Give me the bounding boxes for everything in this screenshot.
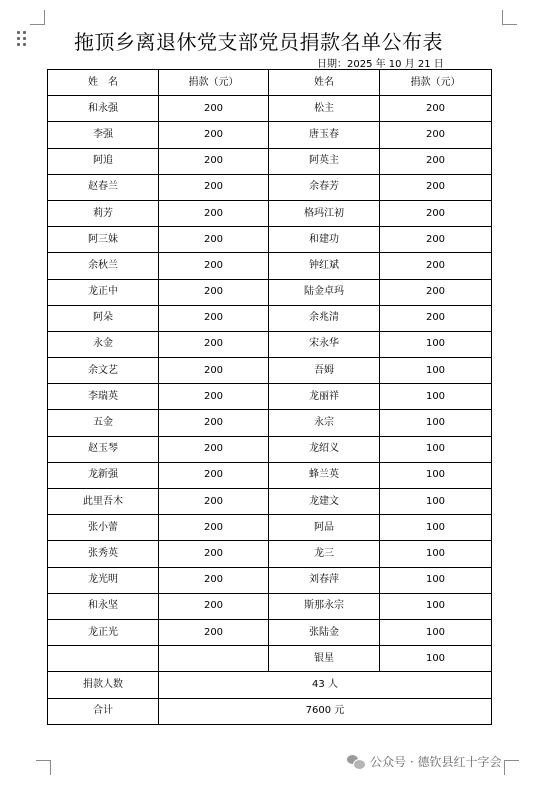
- donor-name: 余春芳: [269, 174, 380, 200]
- donor-name: 赵春兰: [48, 174, 159, 200]
- page-corner-mark-top-left: [30, 10, 45, 25]
- donor-name: 唐玉春: [269, 122, 380, 148]
- donor-amount: 200: [380, 305, 492, 331]
- donor-amount: 200: [159, 227, 269, 253]
- document-date: 日期：2025 年 10 月 21 日: [317, 59, 444, 70]
- donor-amount: 200: [380, 122, 492, 148]
- donor-amount: 200: [159, 305, 269, 331]
- table-row: [48, 279, 492, 305]
- donor-name: 龙新强: [48, 462, 159, 488]
- donor-count-value: 43 人: [159, 672, 492, 698]
- donor-name: 赵玉琴: [48, 436, 159, 462]
- donor-name: 和建功: [269, 227, 380, 253]
- header-amount-2: 捐款（元）: [380, 70, 492, 96]
- document-title: 拖顶乡离退休党支部党员捐款名单公布表: [74, 30, 443, 54]
- donor-amount: 200: [159, 462, 269, 488]
- page-corner-mark-bottom-right: [504, 760, 519, 775]
- total-row: [48, 698, 492, 724]
- table-row: [48, 593, 492, 619]
- donor-name: 李强: [48, 122, 159, 148]
- donor-name: 余兆清: [269, 305, 380, 331]
- table-row: [48, 410, 492, 436]
- donor-name: 张秀英: [48, 541, 159, 567]
- donor-name: 和永强: [48, 96, 159, 122]
- watermark: [347, 753, 501, 770]
- table-row: [48, 619, 492, 645]
- donor-amount: 100: [380, 567, 492, 593]
- donor-amount: 100: [380, 410, 492, 436]
- table-row: [48, 200, 492, 226]
- donor-name: 五金: [48, 410, 159, 436]
- donor-amount: 200: [380, 253, 492, 279]
- page-corner-mark-bottom-left: [36, 760, 51, 775]
- donor-amount: 200: [380, 200, 492, 226]
- donor-name: 阿三妹: [48, 227, 159, 253]
- donor-amount: 100: [380, 331, 492, 357]
- donor-amount: 100: [380, 515, 492, 541]
- donor-amount: 100: [380, 489, 492, 515]
- donor-name: 余文艺: [48, 358, 159, 384]
- donor-amount: 200: [159, 489, 269, 515]
- table-row: [48, 358, 492, 384]
- table-row: [48, 253, 492, 279]
- wechat-icon: [347, 755, 365, 769]
- donor-amount: 200: [159, 567, 269, 593]
- donor-amount: 200: [159, 122, 269, 148]
- donor-name: 陆金卓玛: [269, 279, 380, 305]
- donor-name: 格玛江初: [269, 200, 380, 226]
- donor-name: 阿追: [48, 148, 159, 174]
- donor-name: 龙正中: [48, 279, 159, 305]
- donor-amount: 100: [380, 593, 492, 619]
- donor-amount: 200: [159, 174, 269, 200]
- table-row: [48, 567, 492, 593]
- donation-table: [47, 69, 492, 725]
- donor-amount: 200: [159, 331, 269, 357]
- donor-name: 阿英主: [269, 148, 380, 174]
- donor-count-label: 捐款人数: [48, 672, 159, 698]
- donor-name: 钟红斌: [269, 253, 380, 279]
- donor-name: 龙三: [269, 541, 380, 567]
- donor-name: 余秋兰: [48, 253, 159, 279]
- donor-amount: 200: [159, 515, 269, 541]
- donor-amount: 200: [380, 174, 492, 200]
- donor-amount: 200: [380, 96, 492, 122]
- donor-amount: 100: [380, 462, 492, 488]
- donor-name: 永宗: [269, 410, 380, 436]
- table-row: [48, 305, 492, 331]
- donor-amount: 200: [159, 253, 269, 279]
- donor-amount: 200: [159, 541, 269, 567]
- donor-name: 吾姆: [269, 358, 380, 384]
- donor-name: [48, 646, 159, 672]
- page-corner-mark-top-right: [502, 10, 517, 25]
- donor-name: 永金: [48, 331, 159, 357]
- donor-name: 张陆金: [269, 619, 380, 645]
- table-row: [48, 489, 492, 515]
- donor-amount: 200: [380, 227, 492, 253]
- table-row: [48, 122, 492, 148]
- table-row: [48, 515, 492, 541]
- table-row: [48, 541, 492, 567]
- donor-amount: 100: [380, 384, 492, 410]
- watermark-text: 公众号 · 德钦县红十字会: [370, 755, 502, 769]
- table-row: [48, 174, 492, 200]
- donor-name: 莉芳: [48, 200, 159, 226]
- donor-amount: 200: [159, 148, 269, 174]
- donor-amount: 100: [380, 358, 492, 384]
- table-row: [48, 331, 492, 357]
- table-row: [48, 436, 492, 462]
- donor-name: 刘春萍: [269, 567, 380, 593]
- donor-amount: 100: [380, 619, 492, 645]
- donor-count-row: [48, 672, 492, 698]
- donor-amount: [159, 646, 269, 672]
- header-amount-1: 捐款（元）: [159, 70, 269, 96]
- donor-amount: 200: [159, 619, 269, 645]
- table-row: [48, 227, 492, 253]
- table-header-row: [48, 70, 492, 96]
- donor-amount: 200: [159, 384, 269, 410]
- donor-amount: 200: [159, 96, 269, 122]
- donor-amount: 100: [380, 541, 492, 567]
- donor-amount: 200: [159, 279, 269, 305]
- donor-amount: 200: [159, 358, 269, 384]
- table-drag-handle-icon[interactable]: [17, 31, 27, 47]
- donor-amount: 100: [380, 646, 492, 672]
- table-row: [48, 462, 492, 488]
- table-row: [48, 384, 492, 410]
- donor-name: 宋永华: [269, 331, 380, 357]
- donor-name: 龙光明: [48, 567, 159, 593]
- donor-amount: 100: [380, 436, 492, 462]
- donor-name: 龙建文: [269, 489, 380, 515]
- header-name-2: 姓名: [269, 70, 380, 96]
- donor-amount: 200: [380, 148, 492, 174]
- donor-name: 阿朵: [48, 305, 159, 331]
- donor-name: 张小蕾: [48, 515, 159, 541]
- donor-name: 龙丽祥: [269, 384, 380, 410]
- table-row: [48, 646, 492, 672]
- total-label: 合计: [48, 698, 159, 724]
- table-row: [48, 96, 492, 122]
- table-row: [48, 148, 492, 174]
- donor-name: 李瑞英: [48, 384, 159, 410]
- donor-amount: 200: [159, 200, 269, 226]
- donor-name: 斯那永宗: [269, 593, 380, 619]
- donor-name: 龙绍义: [269, 436, 380, 462]
- donor-name: 和永坚: [48, 593, 159, 619]
- total-value: 7600 元: [159, 698, 492, 724]
- header-name-1: 姓 名: [48, 70, 159, 96]
- donor-name: 阿品: [269, 515, 380, 541]
- donor-amount: 200: [159, 410, 269, 436]
- donor-amount: 200: [159, 593, 269, 619]
- donor-name: 蜂兰英: [269, 462, 380, 488]
- donor-name: 松主: [269, 96, 380, 122]
- donor-name: 龙正光: [48, 619, 159, 645]
- donor-name: 此里吾木: [48, 489, 159, 515]
- donor-amount: 200: [159, 436, 269, 462]
- donor-name: 银星: [269, 646, 380, 672]
- donor-amount: 200: [380, 279, 492, 305]
